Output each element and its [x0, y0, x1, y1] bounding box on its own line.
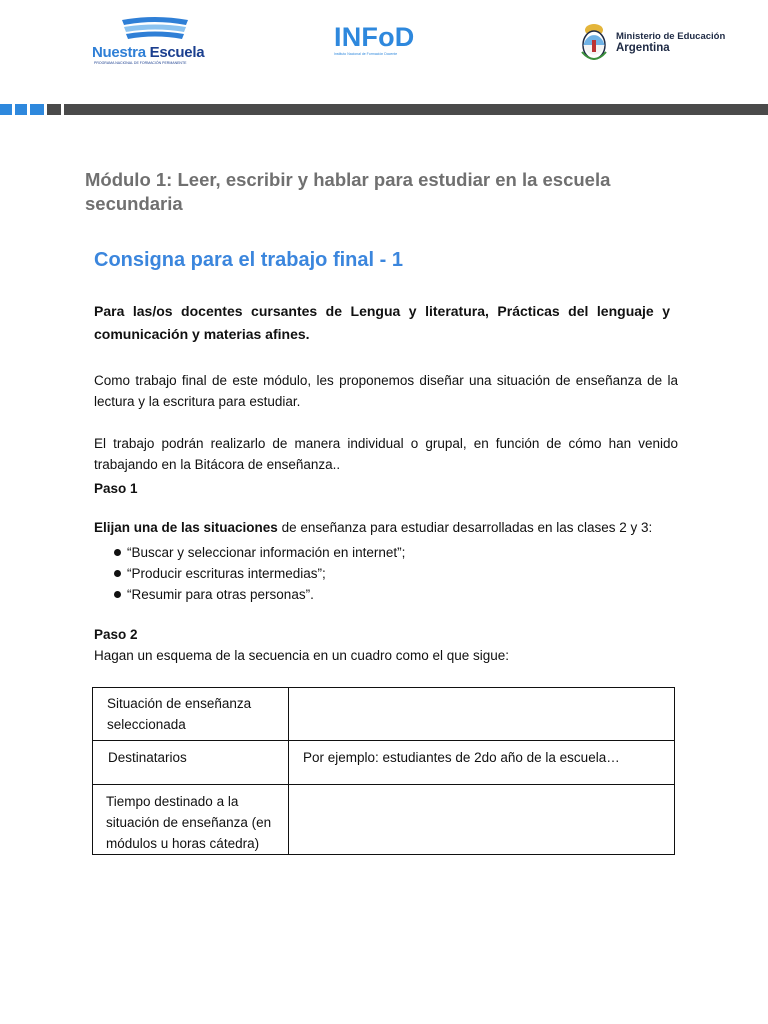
list-item-text: “Buscar y seleccionar información en internet”;: [127, 545, 406, 560]
table-label-cell: [93, 785, 289, 855]
separator-segment-2: [15, 104, 27, 115]
separator-segment-1: [0, 104, 12, 115]
table-row: [93, 785, 675, 855]
coat-of-arms-icon: [578, 22, 610, 64]
table-label-text: Situación de enseñanza seleccionada: [107, 696, 252, 732]
table-value-text: Por ejemplo: estudiantes de 2do año de la escuela…: [303, 750, 620, 765]
list-item: [114, 563, 405, 584]
step-1-instruction-rest: de enseñanza para estudiar desarrolladas en las clases 2 y 3:: [277, 520, 653, 535]
separator-segment-3: [30, 104, 44, 115]
table-row: [93, 741, 675, 785]
infod-logo: [334, 22, 414, 56]
table-value-cell: [289, 741, 675, 785]
table-row: [93, 688, 675, 741]
infod-wordmark: INFoD: [334, 22, 415, 52]
intro-paragraph: Como trabajo final de este módulo, les proponemos diseñar una situación de enseñanza de la lectura y la escritura para estudiar.: [94, 373, 678, 409]
sequence-table: [92, 687, 675, 855]
step-2-instruction: Hagan un esquema de la secuencia en un cuadro como el que sigue:: [94, 648, 510, 663]
nuestra-escuela-logo: [92, 16, 212, 64]
nuestra-escuela-wordmark: Nuestra Escuela: [92, 44, 205, 61]
audience-paragraph: Para las/os docentes cursantes de Lengua y literatura, Prácticas del lenguaje y comunicación y materias afines.: [94, 303, 670, 342]
separator-segment-4: [47, 104, 61, 115]
bullet-icon: [114, 570, 121, 577]
list-item-text: “Producir escrituras intermedias”;: [127, 566, 326, 581]
situations-list: [114, 542, 405, 605]
ministerio-name: Ministerio de Educación: [616, 31, 726, 42]
bullet-icon: [114, 591, 121, 598]
country-name: Argentina: [616, 42, 670, 54]
list-item-text: “Resumir para otras personas”.: [127, 587, 314, 602]
step-2-label: Paso 2: [94, 627, 138, 642]
modality-paragraph: El trabajo podrán realizarlo de manera individual o grupal, en función de cómo han venido trabajando en la Bitácora de enseñanza..: [94, 436, 678, 472]
table-value-cell: [289, 688, 675, 741]
table-label-text: Destinatarios: [108, 750, 187, 765]
flag-stripes-icon: [120, 16, 190, 42]
separator-bar: [64, 104, 768, 115]
table-label-text: Tiempo destinado a la situación de enseñanza (en módulos u horas cátedra): [106, 794, 272, 851]
list-item: [114, 542, 405, 563]
bullet-icon: [114, 549, 121, 556]
table-label-cell: [93, 741, 289, 785]
table-value-text: [289, 688, 674, 693]
module-title: Módulo 1: Leer, escribir y hablar para estudiar en la escuela secundaria: [85, 169, 611, 214]
infod-subtitle: Instituto Nacional de Formación Docente: [334, 52, 398, 56]
step-1-instruction: [94, 520, 652, 535]
section-title: Consigna para el trabajo final - 1: [94, 249, 403, 271]
table-label-cell: [93, 688, 289, 741]
step-1-instruction-bold: Elijan una de las situaciones: [94, 520, 278, 535]
nuestra-escuela-subtitle: PROGRAMA NACIONAL DE FORMACIÓN PERMANENTE: [94, 61, 187, 65]
list-item: [114, 584, 405, 605]
table-value-cell: [289, 785, 675, 855]
step-1-label: Paso 1: [94, 481, 138, 496]
table-value-text: [289, 785, 674, 791]
